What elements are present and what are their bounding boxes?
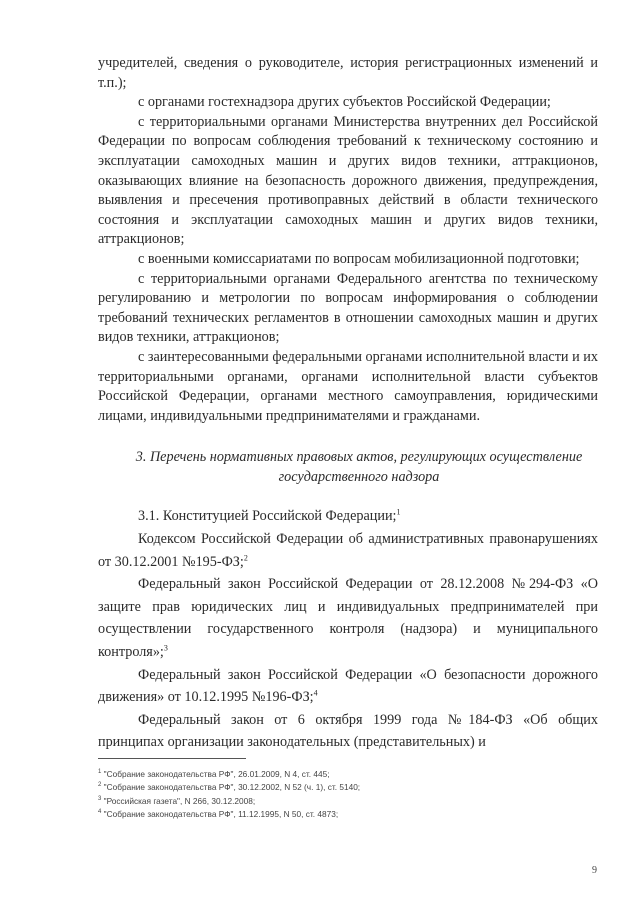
footnote-text: "Собрание законодательства РФ", 30.12.2002, N 52 (ч. 1), ст. 5140; [103, 782, 361, 793]
footnote-ref: 4 [313, 688, 318, 698]
section-item-text: Кодексом Российской Федерации об административных правонарушениях от 30.12.2001 №195-ФЗ; [98, 531, 598, 570]
footnote-ref: 2 [243, 552, 248, 562]
section-heading: 3. Перечень нормативных правовых актов, регулирующих осуществление государственного надзора [135, 449, 583, 485]
footnote [98, 781, 578, 794]
document-body [98, 54, 598, 754]
section-item [98, 528, 598, 573]
section-item [98, 664, 598, 709]
section-item-text: 3.1. Конституцией Российской Федерации; [138, 508, 397, 525]
section-item-text: Федеральный закон Российской Федерации «О безопасности дорожного движения» от 10.12.1995 №196-ФЗ; [98, 666, 598, 706]
footnote-text: "Собрание законодательства РФ", 26.01.2009, N 4, ст. 445; [103, 769, 330, 779]
paragraph: с заинтересованными федеральными органами исполнительной власти и их территориальными органами, органами исполнительной власти субъектов Российской Федерации, органами местного самоуправления, юридическими лицами, индивидуальными предпринимателями и гражданами. [98, 348, 598, 424]
paragraph: с территориальными органами Федерального агентства по техническому регулированию и метрологии по вопросам информирования о соблюдении требований технических регламентов в отношении самоходных машин и других видов техники, аттракционов; [98, 270, 598, 346]
paragraph: с органами гостехнадзора других субъектов Российской Федерации; [138, 94, 551, 111]
footnote-divider [98, 758, 246, 759]
footnote-number: 3 [98, 796, 102, 803]
section-list [98, 505, 598, 754]
footnote-text: "Собрание законодательства РФ", 11.12.1995, N 50, ст. 4873; [103, 809, 339, 820]
footnote-number: 1 [98, 769, 102, 776]
footnote [98, 795, 578, 808]
footnote-ref: 3 [163, 643, 168, 653]
footnote-ref: 1 [396, 507, 401, 517]
section-item [98, 573, 598, 663]
paragraph: с территориальными органами Министерства внутренних дел Российской Федерации по вопросам соблюдения требований к техническому состоянию и эксплуатации самоходных машин и других видов техники, аттракционов, оказывающих влияние на безопасность дорожного движения, предупреждения, выявления и пресечения противоправных действий в области технического состояния и эксплуатации самоходных машин и других видов техники, аттракционов; [98, 113, 598, 248]
section-item [98, 709, 598, 754]
page-number: 9 [592, 865, 597, 876]
paragraph: учредителей, сведения о руководителе, история регистрационных изменений и т.п.); [98, 55, 598, 91]
paragraph: с военными комиссариатами по вопросам мобилизационной подготовки; [138, 250, 580, 267]
footnote-text: "Российская газета", N 266, 30.12.2008; [103, 795, 256, 806]
section-item-text: Федеральный закон от 6 октября 1999 года №184-ФЗ «Об общих принципах организации законодательных (представительных) и [98, 711, 598, 751]
footnote [98, 808, 578, 821]
section-item [98, 505, 598, 528]
footnotes [98, 768, 578, 822]
section-item-text: Федеральный закон Российской Федерации от 28.12.2008 №294-ФЗ «О защите прав юридических лиц и индивидуальных предпринимателей при осуществлении государственного контроля (надзора) и муниципального контроля»; [98, 576, 598, 661]
footnote-number: 2 [98, 782, 102, 789]
footnote [98, 768, 578, 781]
footnote-number: 4 [98, 809, 102, 816]
